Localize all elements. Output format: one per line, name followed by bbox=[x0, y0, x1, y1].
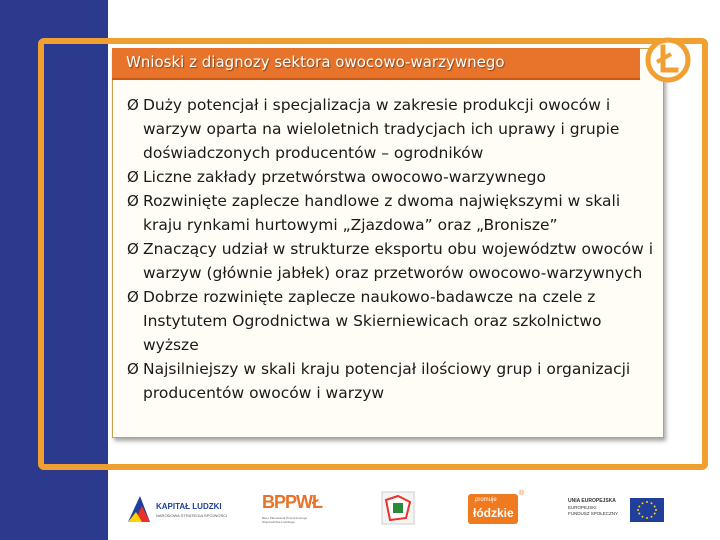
eu-flag-icon bbox=[630, 498, 664, 522]
eu-logo bbox=[568, 498, 698, 524]
lodzkie-l-icon bbox=[643, 35, 693, 85]
bprwl-logo bbox=[258, 492, 322, 532]
slide-title: Wnioski z diagnozy sektora owocowo-warzywnego bbox=[126, 53, 505, 71]
bullet-text: Najsilniejszy w skali kraju potencjał ilościowy grup i organizacji producentów owoców i warzyw bbox=[143, 360, 631, 402]
kapital-ludzki-emblem-icon bbox=[126, 494, 152, 524]
bullet-list bbox=[127, 93, 657, 405]
bullet-item bbox=[127, 189, 657, 237]
bullet-arrow-icon: Ø bbox=[127, 168, 139, 186]
kapital-ludzki-sub: NARODOWA STRATEGIA SPÓJNOŚCI bbox=[156, 513, 228, 518]
bullet-arrow-icon: Ø bbox=[127, 240, 139, 258]
promuje-lodzkie-logo bbox=[468, 490, 525, 524]
eu-line-2: EUROPEJSKI bbox=[568, 505, 597, 510]
kapital-ludzki-logo bbox=[126, 494, 236, 526]
bullet-text: Liczne zakłady przetwórstwa owocowo-warzywnego bbox=[143, 168, 546, 186]
bullet-arrow-icon: Ø bbox=[127, 96, 139, 114]
bullet-item bbox=[127, 237, 657, 285]
footer-logos bbox=[108, 470, 720, 540]
lodzkie-label: łódzkie bbox=[473, 506, 514, 520]
bprwl-sub: Biuro Planowania Przestrzennego Województwa Łódzkiego bbox=[262, 516, 308, 524]
bullet-text: Rozwinięte zaplecze handlowe z dwoma największymi w skali kraju rynkami hurtowymi „Zjazdowa” oraz „Bronisze” bbox=[143, 192, 621, 234]
bullet-text: Duży potencjał i specjalizacja w zakresie produkcji owoców i warzyw oparta na wieloletnich tradycjach ich uprawy i grupie doświadczonych producentów – ogrodników bbox=[143, 96, 620, 162]
kapital-ludzki-name: KAPITAŁ LUDZKI bbox=[156, 502, 222, 511]
bullet-arrow-icon: Ø bbox=[127, 288, 139, 306]
eu-line-1: UNIA EUROPEJSKA bbox=[568, 498, 616, 504]
region-emblem-icon bbox=[380, 490, 416, 526]
bullet-item bbox=[127, 285, 657, 357]
bullet-arrow-icon: Ø bbox=[127, 192, 139, 210]
registered-mark-icon: ® bbox=[519, 490, 525, 497]
bullet-text: Znaczący udział w strukturze eksportu obu województw owoców i warzyw (głównie jabłek) oraz przetworów owocowo-warzywnych bbox=[143, 240, 654, 282]
eu-line-3: FUNDUSZ SPOŁECZNY bbox=[568, 511, 619, 516]
bullet-item bbox=[127, 357, 657, 405]
bullet-arrow-icon: Ø bbox=[127, 360, 139, 378]
bullet-item bbox=[127, 93, 657, 165]
bullet-text: Dobrze rozwinięte zaplecze naukowo-badawcze na czele z Instytutem Ogrodnictwa w Skierniewicach oraz szkolnictwo wyższe bbox=[143, 288, 602, 354]
bullet-item bbox=[127, 165, 657, 189]
bprwl-name: BPPWŁ bbox=[262, 492, 322, 512]
promuje-label: promuje bbox=[475, 497, 497, 503]
